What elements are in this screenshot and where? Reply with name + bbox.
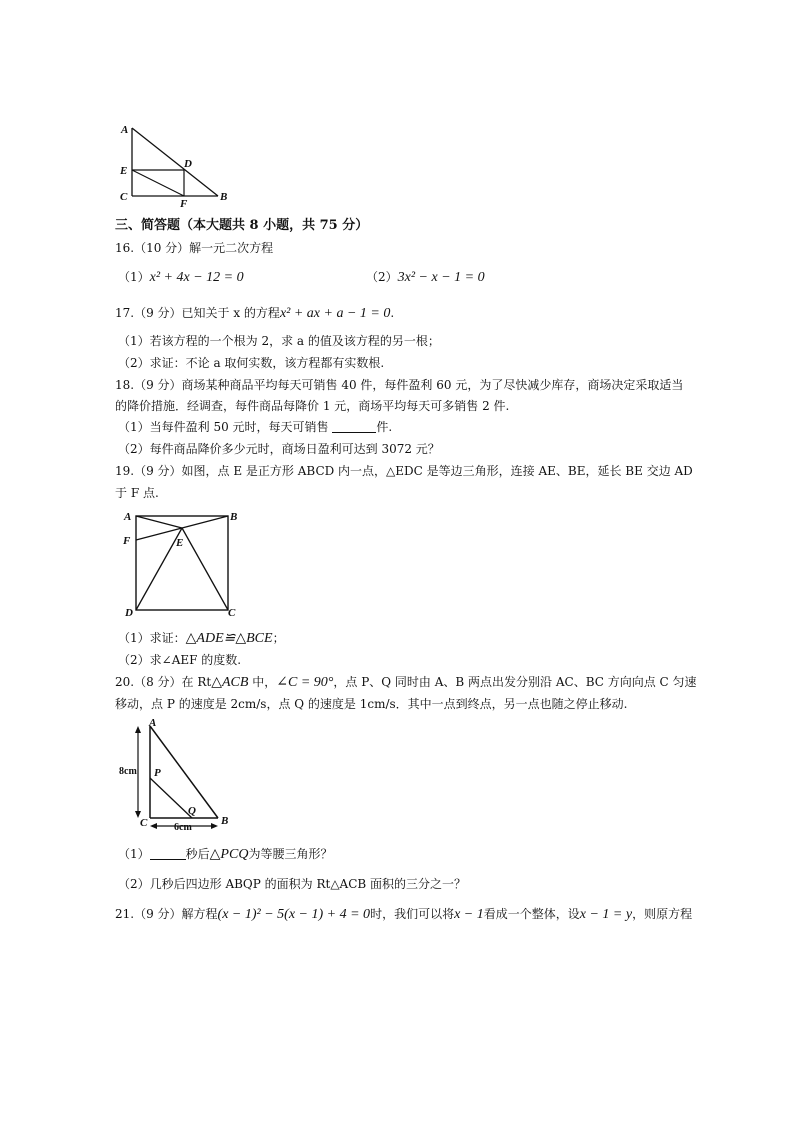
q21-stem-mid: 时，我们可以将 <box>370 907 455 921</box>
q21-stem-text: 21.（9 分）解方程 <box>115 907 218 921</box>
q20-part1-end: 为等腰三角形？ <box>248 847 333 861</box>
q21-equation: (x − 1)² − 5(x − 1) + 4 = 0 <box>217 907 371 922</box>
figure-square-abcd <box>116 506 246 620</box>
q18-part1-unit: 件. <box>376 420 393 434</box>
q18-part1-text: （1）当每件盈利 50 元时，每天可销售 <box>118 420 329 434</box>
q19-part1-end: ； <box>272 631 285 645</box>
q17-stem-end: . <box>390 306 395 320</box>
q20-line1 <box>115 674 697 691</box>
q20-line1-text: 20.（8 分）在 Rt <box>115 675 212 689</box>
q16-part2-num: （2） <box>366 270 398 284</box>
q20-part1-text: 秒后 <box>185 847 210 861</box>
label-E: E <box>176 537 184 549</box>
section-title: 三、简答题（本大题共 8 小题，共 75 分） <box>115 218 369 233</box>
q17-part2: （2）求证：不论 a 取何实数，该方程都有实数根. <box>118 356 385 370</box>
label-B: B <box>220 191 228 203</box>
label-C: C <box>120 191 128 203</box>
q16-part1-equation: x² + 4x − 12 = 0 <box>149 270 244 285</box>
length-cb: 6cm <box>174 822 192 832</box>
label-A: A <box>124 511 132 523</box>
q21-stem-mid2: 看成一个整体，设 <box>483 907 580 921</box>
q20-angle: ∠C = 90° <box>276 675 334 690</box>
label-D: D <box>125 607 133 619</box>
q18-line1: 18.（9 分）商场某种商品平均每天可销售 40 件，每件盈利 60 元，为了尽快减少库存，商场决定采取适当 <box>115 378 684 392</box>
q18-answer-blank[interactable] <box>332 420 376 433</box>
figure-triangle-rectangle <box>112 118 236 208</box>
q19-part1 <box>118 630 285 647</box>
q16-stem: 16.（10 分）解一元二次方程 <box>115 241 274 255</box>
arrow-up-icon <box>135 726 141 733</box>
q20-triangle: △ACB <box>211 675 249 690</box>
segment-ab <box>132 128 218 196</box>
length-ac: 8cm <box>119 766 137 777</box>
figure-right-triangle-acb <box>118 716 238 832</box>
q20-part1-num: （1） <box>118 847 150 861</box>
label-B: B <box>230 511 238 523</box>
q19-line2: 于 F 点. <box>115 486 159 500</box>
label-F: F <box>180 198 188 208</box>
segment-ef <box>132 170 184 196</box>
q16-part1 <box>118 269 244 286</box>
segment-ae <box>136 516 182 528</box>
q19-congruence: △ADE≌△BCE <box>185 631 273 646</box>
q17-stem-text: 17.（9 分）已知关于 x 的方程 <box>115 306 280 320</box>
q20-line1-end: ，点 P、Q 同时由 A、B 两点出发分别沿 AC、BC 方向向点 C 匀速 <box>333 675 697 689</box>
label-P: P <box>154 767 161 779</box>
label-A: A <box>149 717 157 729</box>
segment-ec <box>182 528 228 610</box>
q19-part2: （2）求∠AEF 的度数. <box>118 653 242 667</box>
label-C: C <box>228 607 236 619</box>
q20-part2: （2）几秒后四边形 ABQP 的面积为 Rt△ACB 面积的三分之一？ <box>118 877 467 891</box>
q21-stem <box>115 906 692 923</box>
q20-line1-mid: 中， <box>248 675 277 689</box>
label-Q: Q <box>188 805 196 817</box>
q16-part2 <box>366 269 485 286</box>
q18-line2: 的降价措施．经调查，每件商品每降价 1 元，商场平均每天可多销售 2 件. <box>115 399 510 413</box>
square-abcd <box>136 516 228 610</box>
q17-part1: （1）若该方程的一个根为 2，求 a 的值及该方程的另一根； <box>118 334 440 348</box>
q20-part1 <box>118 846 332 863</box>
q16-part1-num: （1） <box>118 270 150 284</box>
label-F: F <box>123 535 131 547</box>
q20-line2: 移动，点 P 的速度是 2cm/s，点 Q 的速度是 1cm/s．其中一点到终点，另一点也随之停止移动. <box>115 697 628 711</box>
label-E: E <box>120 165 128 177</box>
q19-line1: 19.（9 分）如图，点 E 是正方形 ABCD 内一点，△EDC 是等边三角形，连接 AE、BE，延长 BE 交边 AD <box>115 464 693 478</box>
q18-part2: （2）每件商品降价多少元时，商场日盈利可达到 3072 元？ <box>118 442 440 456</box>
segment-pq <box>150 778 192 818</box>
q17-equation: x² + ax + a − 1 = 0 <box>279 306 391 321</box>
label-B: B <box>221 815 229 827</box>
q21-expression: x − 1 <box>454 907 484 922</box>
q21-stem-end: ，则原方程 <box>632 907 693 921</box>
q21-substitution: x − 1 = y <box>579 907 633 922</box>
arrow-left-icon <box>150 823 157 829</box>
q17-stem <box>115 305 394 322</box>
arrow-right-icon <box>211 823 218 829</box>
label-C: C <box>140 817 148 829</box>
q18-part1 <box>118 419 392 435</box>
label-A: A <box>121 124 129 136</box>
q20-triangle-pcq: △PCQ <box>209 847 249 862</box>
q20-answer-blank[interactable] <box>150 847 186 860</box>
q19-part1-text: （1）求证： <box>118 631 186 645</box>
label-D: D <box>184 158 192 170</box>
q16-part2-equation: 3x² − x − 1 = 0 <box>397 270 485 285</box>
